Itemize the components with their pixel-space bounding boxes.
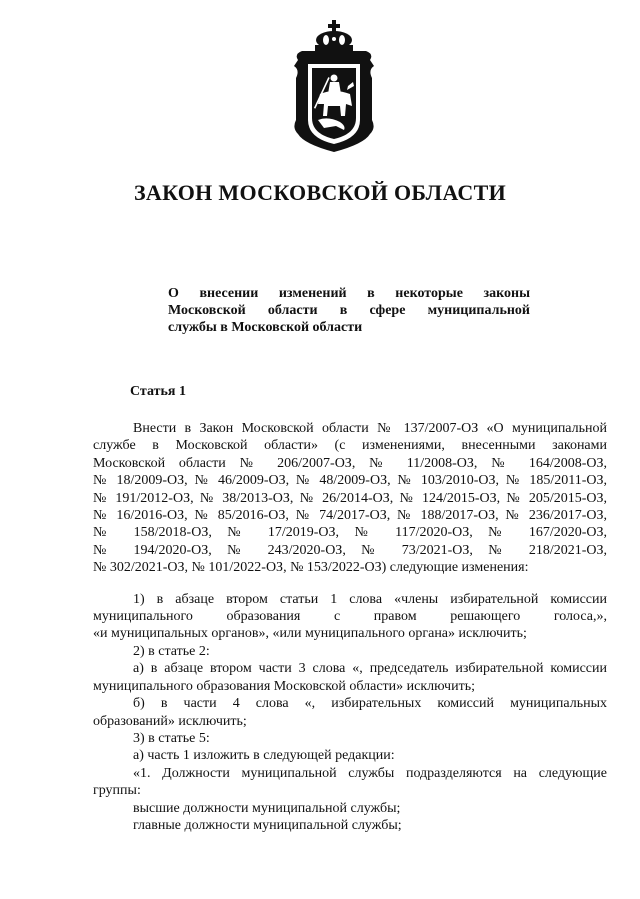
- intro-line: службе в Московской области» (с изменениями, внесенными законами: [93, 438, 607, 454]
- intro-line: № 158/2018-ОЗ, № 17/2019-ОЗ, № 117/2020-ОЗ, № 167/2020-ОЗ,: [93, 525, 607, 541]
- item-3a-line: а) часть 1 изложить в следующей редакции:: [133, 748, 395, 764]
- intro-line: Внести в Закон Московской области № 137/2007-ОЗ «О муниципальной: [133, 421, 607, 436]
- law-subject: [168, 285, 530, 336]
- item-1-line: 1) в абзаце втором статьи 1 слова «члены избирательной комиссии: [133, 591, 607, 607]
- article-body: [93, 420, 607, 834]
- intro-line: № 194/2020-ОЗ, № 243/2020-ОЗ, № 73/2021-ОЗ, № 218/2021-ОЗ,: [93, 542, 607, 558]
- group-line: высшие должности муниципальной службы;: [133, 800, 401, 816]
- item-1-line: «и муниципальных органов», «или муниципального органа» исключить;: [93, 626, 527, 642]
- quote-line: «1. Должности муниципальной службы подразделяются на следующие: [133, 765, 607, 781]
- intro-line: № 16/2016-ОЗ, № 85/2016-ОЗ, № 74/2017-ОЗ, № 188/2017-ОЗ, № 236/2017-ОЗ,: [93, 508, 607, 524]
- item-3-heading: 3) в статье 5:: [133, 730, 210, 746]
- moscow-oblast-coat-of-arms: [284, 20, 384, 154]
- law-title: ЗАКОН МОСКОВСКОЙ ОБЛАСТИ: [133, 180, 507, 205]
- quote-line: группы:: [93, 783, 141, 799]
- item-2b-line: б) в части 4 слова «, избирательных комиссий муниципальных: [133, 696, 607, 712]
- subject-line: Московской области в сфере муниципальной: [168, 303, 530, 318]
- intro-line: № 18/2009-ОЗ, № 46/2009-ОЗ, № 48/2009-ОЗ, № 103/2010-ОЗ, № 185/2011-ОЗ,: [93, 473, 607, 489]
- subject-line: О внесении изменений в некоторые законы: [168, 286, 530, 301]
- item-2a-line: а) в абзаце втором части 3 слова «, председатель избирательной комиссии: [133, 661, 607, 677]
- item-2-heading: 2) в статье 2:: [133, 643, 210, 659]
- intro-line: № 191/2012-ОЗ, № 38/2013-ОЗ, № 26/2014-ОЗ, № 124/2015-ОЗ, № 205/2015-ОЗ,: [93, 490, 607, 506]
- item-2a-line: муниципального образования Московской области» исключить;: [93, 678, 475, 694]
- article-heading: Статья 1: [130, 384, 186, 399]
- subject-line: службы в Московской области: [168, 320, 363, 335]
- intro-line: Московской области № 206/2007-ОЗ, № 11/2008-ОЗ, № 164/2008-ОЗ,: [93, 455, 607, 471]
- item-1-line: муниципального образования с правом решающего голоса,»,: [93, 609, 607, 625]
- item-2b-line: образований» исключить;: [93, 713, 247, 729]
- group-line: главные должности муниципальной службы;: [133, 817, 402, 833]
- intro-line: № 302/2021-ОЗ, № 101/2022-ОЗ, № 153/2022-ОЗ) следующие изменения:: [93, 560, 529, 576]
